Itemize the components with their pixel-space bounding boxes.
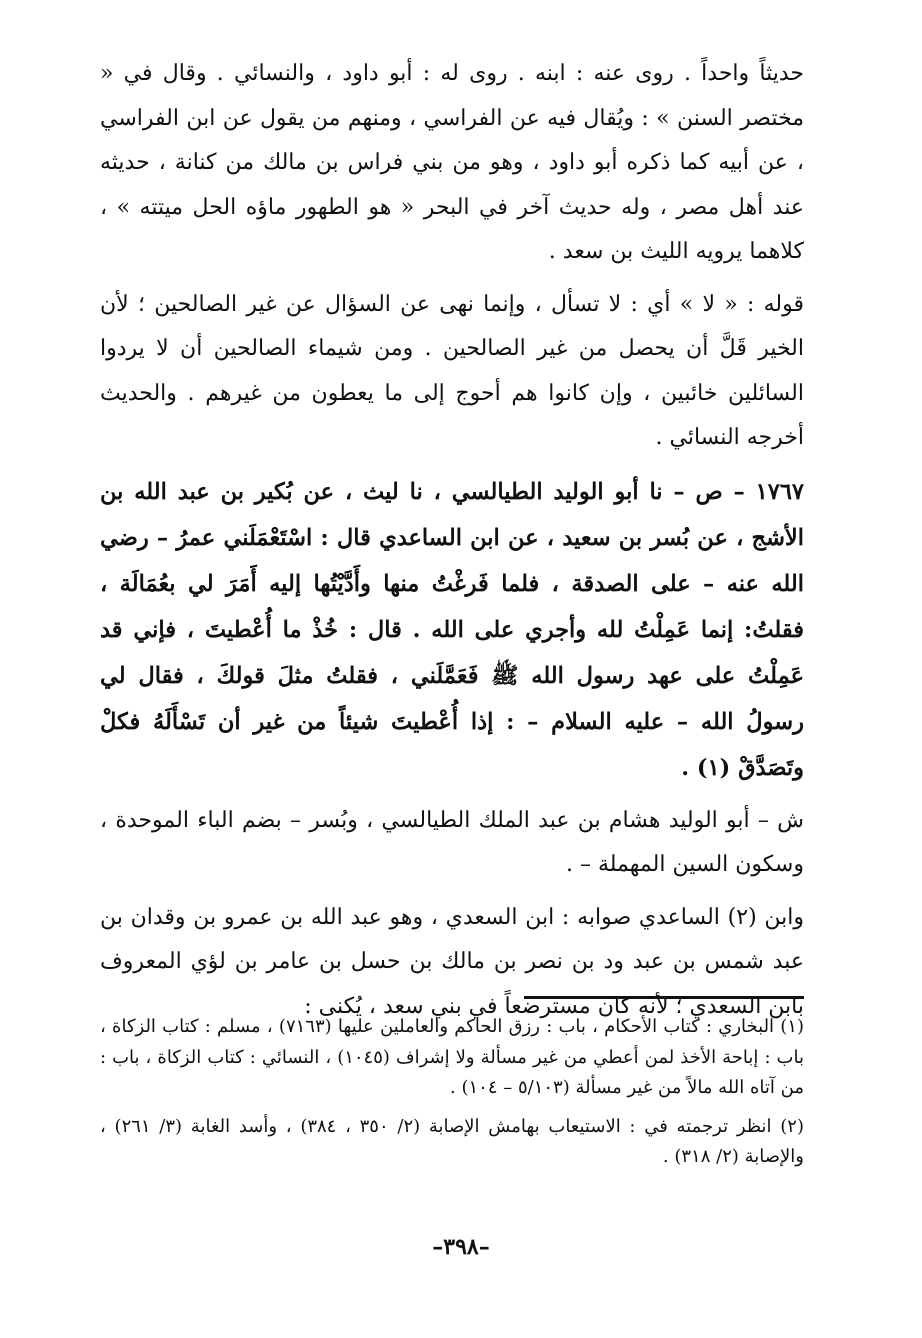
paragraph-ibn-al-saadi: وابن (٢) الساعدي صوابه : ابن السعدي ، وهو عبد الله بن عمرو بن وقدان بن عبد شمس بن عبد ود بن نصر بن مالك بن حسل بن عامر بن لؤي المعروف بابن السعدي ؛ لأنه كان مسترضعاً في بني سعد ، يُكنى : <box>100 904 804 1019</box>
paragraph-commentary-la: قوله : « لا » أي : لا تسأل ، وإنما نهى عن السؤال عن غير الصالحين ؛ لأن الخير قَلَّ أن يحصل من غير الصالحين . ومن شيماء الصالحين أن لا يردوا السائلين خائبين ، وإن كانوا هم أحوج إلى ما يعطون من غيرهم . والحديث أخرجه النسائي . <box>100 291 804 450</box>
paragraph-commentary-abu-al-walid: ش – أبو الوليد هشام بن عبد الملك الطيالسي ، وبُسر – بضم الباء الموحدة ، وسكون السين المهملة – . <box>100 807 804 877</box>
footnote-separator <box>524 996 804 999</box>
footnote-1: (١) البخاري : كتاب الأحكام ، باب : رزق الحاكم والعاملين عليها (٧١٦٣) ، مسلم : كتاب الزكاة ، باب : إباحة الأخذ لمن أعطي من غير مسألة ولا إشراف (١٠٤٥) ، النسائي : كتاب الزكاة ، باب : من آتاه الله مالاً من غير مسألة (٥/١٠٣ – ١٠٤) . <box>100 1016 804 1098</box>
paragraph-hadith-1767: ١٧٦٧ – ص – نا أبو الوليد الطيالسي ، نا ليث ، عن بُكير بن عبد الله بن الأشج ، عن بُسر بن سعيد ، عن ابن الساعدي قال : اسْتَعْمَلَني عمرُ – رضي الله عنه – على الصدقة ، فلما فَرغْتُ منها وأَدَّيْتُها إليه أَمَرَ لي بعُمَالَة ، فقلتُ: إنما عَمِلْتُ لله وأجري على الله . قال : خُذْ ما أُعْطيتَ ، فإني قد عَمِلْتُ على عهد رسول الله ﷺ فَعَمَّلَني ، فقلتُ مثلَ قولكَ ، فقال لي رسولُ الله – عليه السلام – : إذا أُعْطيتَ شيئاً من غير أن تَسْأَلَهُ فكلْ وتَصَدَّقْ (١) . <box>100 478 804 781</box>
footnote-2: (٢) انظر ترجمته في : الاستيعاب بهامش الإصابة (٢/ ٣٥٠ ، ٣٨٤) ، وأسد الغابة (٣/ ٢٦١) ، والإصابة (٢/ ٣١٨) . <box>100 1115 804 1167</box>
footnotes <box>100 1012 804 1181</box>
paragraph-narrator-biography: حديثاً واحداً . روى عنه : ابنه . روى له : أبو داود ، والنسائي . وقال في « مختصر السنن » : ويُقال فيه عن الفراسي ، ومنهم من يقول عن ابن الفراسي ، عن أبيه كما ذكره أبو داود ، وهو من بني فراس بن مالك من كنانة ، حديثه عند أهل مصر ، وله حديث آخر في البحر « هو الطهور ماؤه الحل ميتته » ، كلاهما يرويه الليث بن سعد . <box>100 61 804 264</box>
page-number: –٣٩٨– <box>432 1234 490 1260</box>
main-text <box>100 52 804 1037</box>
